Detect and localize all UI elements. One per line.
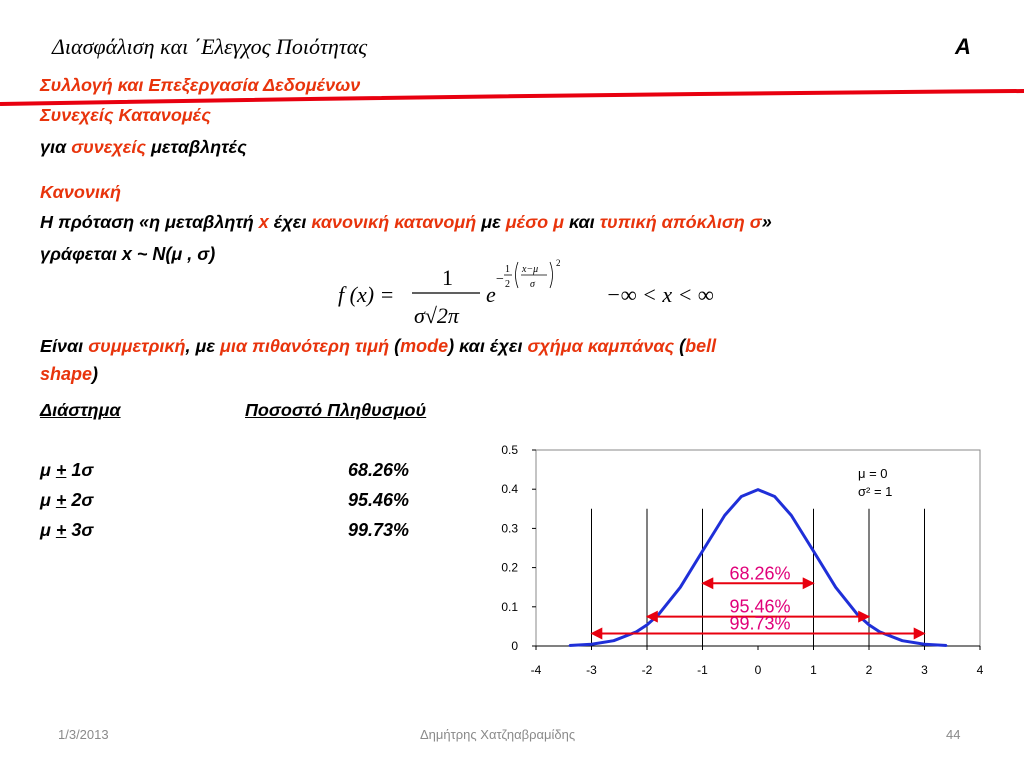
normal-pdf-formula: [330, 258, 750, 330]
normal-notation: γράφεται x ~ N(μ , σ): [40, 244, 216, 264]
table-header-percentage: Ποσοστό Πληθυσμού: [245, 400, 427, 420]
normal-distribution-chart: [490, 438, 1000, 690]
curve-point: [902, 640, 904, 642]
x-tick-label: 0: [754, 663, 762, 677]
curve-point: [791, 515, 793, 517]
y-tick-label: 0.2: [501, 560, 518, 575]
x-tick-label: -4: [530, 663, 542, 677]
parameter-annotation: μ = 0: [858, 466, 888, 481]
x-tick-label: -3: [586, 663, 597, 677]
footer-page-number: 44: [946, 727, 961, 742]
curve-point: [857, 614, 859, 616]
curve-point: [868, 624, 870, 626]
formula-exp-frac-num: x−μ: [522, 264, 539, 275]
footer-date: 1/3/2013: [58, 727, 109, 742]
formula-numerator: 1: [442, 265, 453, 290]
curve-point: [680, 587, 682, 589]
slide-title: Διασφάλιση και ΄Ελεγχος Ποιότητας: [52, 34, 368, 59]
table-row-interval: μ + 2σ: [40, 490, 94, 510]
table-row-percentage: 99.73%: [348, 520, 410, 540]
x-tick-label: 4: [976, 663, 984, 677]
x-tick-label: 3: [921, 663, 928, 677]
formula-exp-half-num: 1: [505, 264, 510, 275]
curve-point: [569, 645, 571, 647]
table-header-interval: Διάστημα: [40, 400, 121, 420]
y-tick-label: 0.3: [501, 521, 518, 536]
formula-exp-power: 2: [556, 258, 561, 268]
parameter-annotation: σ² = 1: [858, 484, 893, 499]
curve-point: [702, 550, 704, 552]
section-heading-3: για συνεχείς μεταβλητές: [40, 137, 247, 157]
formula-lhs: f (x) =: [338, 282, 395, 307]
table-row-percentage: 68.26%: [348, 460, 410, 480]
x-tick-label: 1: [810, 663, 817, 677]
table-row-interval: μ + 1σ: [40, 460, 94, 480]
interval-label: 95.46%: [729, 596, 791, 617]
table-row-interval: μ + 3σ: [40, 520, 94, 540]
curve-point: [946, 645, 948, 647]
curve-point: [646, 624, 648, 626]
curve-point: [774, 496, 776, 498]
normal-definition: Η πρόταση «η μεταβλητή x έχει κανονική κατανομή με μέσο μ και τυπική απόκλιση σ»: [40, 212, 772, 232]
formula-exp-frac-den: σ: [530, 279, 535, 290]
curve-point: [835, 587, 837, 589]
normal-heading: Κανονική: [40, 182, 122, 202]
properties-text: Είναι συμμετρική, με μια πιθανότερη τιμή (mode) και έχει σχήμα καμπάνας (bell shape): [40, 336, 717, 384]
section-heading-2: Συνεχείς Κατανομές: [40, 105, 211, 125]
curve-point: [724, 515, 726, 517]
x-tick-label: -1: [697, 663, 708, 677]
section-letter: Α: [955, 34, 971, 59]
section-heading-1: Συλλογή και Επεξεργασία Δεδομένων: [40, 75, 361, 95]
curve-point: [813, 550, 815, 552]
footer-author: Δημήτρης Χατζηαβραμίδης: [420, 727, 576, 742]
curve-point: [924, 643, 926, 645]
formula-range: −∞ < x < ∞: [606, 282, 714, 307]
curve-point: [757, 489, 759, 491]
formula-exp-half-den: 2: [505, 279, 510, 290]
y-tick-label: 0.5: [501, 443, 518, 457]
x-tick-label: -2: [641, 663, 653, 677]
curve-point: [613, 640, 615, 642]
formula-base: e: [486, 282, 496, 307]
formula-denominator: σ√2π: [414, 303, 459, 328]
y-tick-label: 0: [511, 639, 518, 653]
interval-label: 99.73%: [729, 613, 791, 634]
y-tick-label: 0.1: [501, 599, 518, 614]
curve-point: [741, 496, 743, 498]
curve-point: [657, 614, 659, 616]
x-tick-label: 2: [865, 663, 873, 677]
y-tick-label: 0.4: [501, 482, 518, 497]
table-row-percentage: 95.46%: [348, 490, 410, 510]
interval-label: 68.26%: [729, 563, 791, 584]
curve-point: [591, 643, 593, 645]
formula-exp-sign: −: [496, 272, 504, 287]
